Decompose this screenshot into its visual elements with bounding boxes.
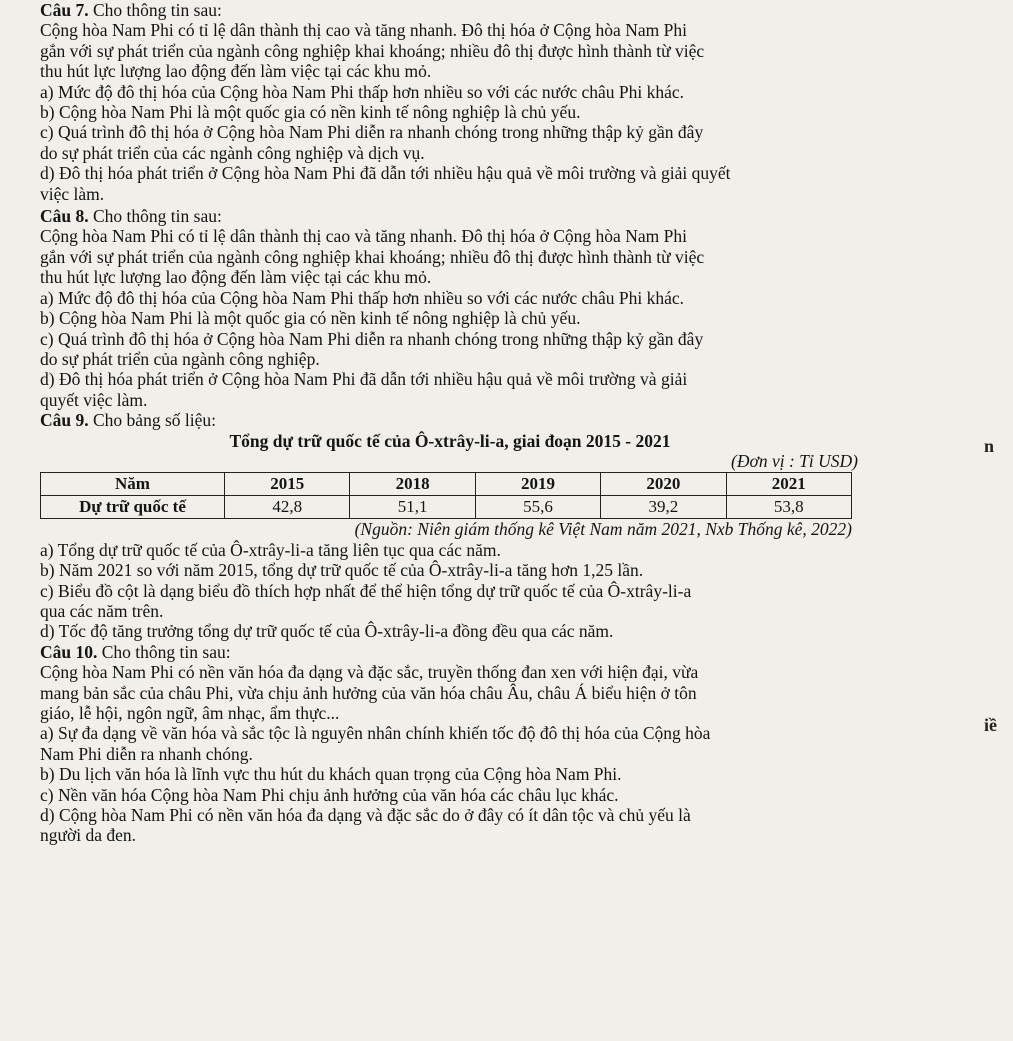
q10-option-d-cont: người da đen. xyxy=(40,825,137,846)
table-unit: (Đơn vị : Tỉ USD) xyxy=(731,450,858,471)
q7-option-d: d) Đô thị hóa phát triển ở Cộng hòa Nam Phi đã dẫn tới nhiều hậu quả về môi trường và giải quyết xyxy=(40,163,731,184)
q7-option-d-cont: việc làm. xyxy=(40,183,105,204)
q7-option-b: b) Cộng hòa Nam Phi là một quốc gia có nền kinh tế nông nghiệp là chủ yếu. xyxy=(40,102,581,123)
table-year-cell: 2015 xyxy=(225,473,350,496)
q9-option-b: b) Năm 2021 so với năm 2015, tổng dự trữ quốc tế của Ô-xtrây-li-a tăng hơn 1,25 lần. xyxy=(40,560,644,581)
q10-body-line: Cộng hòa Nam Phi có nền văn hóa đa dạng và đặc sắc, truyền thống đan xen với hiện đại, vừa xyxy=(40,662,699,683)
table-year-cell: 2018 xyxy=(350,473,475,496)
q10-option-c: c) Nền văn hóa Cộng hòa Nam Phi chịu ảnh hưởng của văn hóa các châu lục khác. xyxy=(40,784,619,805)
table-header-label: Năm xyxy=(41,473,225,496)
q7-body-line: thu hút lực lượng lao động đến làm việc tại các khu mỏ. xyxy=(40,61,432,82)
table-year-cell: 2019 xyxy=(475,473,600,496)
table-year-cell: 2020 xyxy=(601,473,726,496)
q8-body-line: Cộng hòa Nam Phi có tỉ lệ dân thành thị cao và tăng nhanh. Đô thị hóa ở Cộng hòa Nam Phi xyxy=(40,226,687,247)
q8-body-line: thu hút lực lượng lao động đến làm việc tại các khu mỏ. xyxy=(40,267,432,288)
table-value-cell: 53,8 xyxy=(726,496,851,519)
question-8-heading: Câu 8. Cho thông tin sau: xyxy=(40,206,222,227)
question-9-heading: Câu 9. Cho bảng số liệu: xyxy=(40,410,216,431)
q10-option-d: d) Cộng hòa Nam Phi có nền văn hóa đa dạng và đặc sắc do ở đây có ít dân tộc và chủ yếu là xyxy=(40,805,691,826)
q10-body-line: giáo, lễ hội, ngôn ngữ, âm nhạc, ẩm thực... xyxy=(40,703,340,723)
question-7-heading: Câu 7. Cho thông tin sau: xyxy=(40,0,222,20)
q8-option-c-cont: do sự phát triển của ngành công nghiệp. xyxy=(40,348,320,369)
margin-mark: iề xyxy=(984,715,997,735)
q7-option-c-cont: do sự phát triển của các ngành công nghiệp và dịch vụ. xyxy=(40,142,425,163)
table-value-cell: 42,8 xyxy=(225,496,350,519)
q9-option-d: d) Tốc độ tăng trưởng tổng dự trữ quốc tế của Ô-xtrây-li-a đồng đều qua các năm. xyxy=(40,621,614,642)
q8-body-line: gắn với sự phát triển của ngành công nghiệp khai khoáng; nhiều đô thị được hình thành từ việc xyxy=(40,246,705,267)
q7-body-line: Cộng hòa Nam Phi có tỉ lệ dân thành thị cao và tăng nhanh. Đô thị hóa ở Cộng hòa Nam Phi xyxy=(40,20,687,41)
q9-option-c: c) Biểu đồ cột là dạng biểu đồ thích hợp nhất để thể hiện tổng dự trữ quốc tế của Ô-xtrây-li-a xyxy=(40,580,692,601)
question-text xyxy=(40,0,860,846)
table-title: Tổng dự trữ quốc tế của Ô-xtrây-li-a, giai đoạn 2015 - 2021 xyxy=(229,430,671,451)
table-value-cell: 51,1 xyxy=(350,496,475,519)
q7-body-line: gắn với sự phát triển của ngành công nghiệp khai khoáng; nhiều đô thị được hình thành từ việc xyxy=(40,40,705,61)
q7-option-c: c) Quá trình đô thị hóa ở Cộng hòa Nam Phi diễn ra nhanh chóng trong những thập kỷ gần đây xyxy=(40,122,704,143)
table-row xyxy=(41,496,852,519)
table-value-cell: 39,2 xyxy=(601,496,726,519)
q8-option-d: d) Đô thị hóa phát triển ở Cộng hòa Nam Phi đã dẫn tới nhiều hậu quả về môi trường và giải xyxy=(40,369,688,390)
q7-option-a: a) Mức độ đô thị hóa của Cộng hòa Nam Phi thấp hơn nhiều so với các nước châu Phi khác. xyxy=(40,81,685,102)
q10-option-b: b) Du lịch văn hóa là lĩnh vực thu hút du khách quan trọng của Cộng hòa Nam Phi. xyxy=(40,764,622,785)
table-year-cell: 2021 xyxy=(726,473,851,496)
q10-option-a-cont: Nam Phi diễn ra nhanh chóng. xyxy=(40,743,253,764)
q10-option-a: a) Sự đa dạng về văn hóa và sắc tộc là nguyên nhân chính khiến tốc độ đô thị hóa của Cộng hòa xyxy=(40,723,711,744)
question-10-heading: Câu 10. Cho thông tin sau: xyxy=(40,641,231,662)
q8-option-c: c) Quá trình đô thị hóa ở Cộng hòa Nam Phi diễn ra nhanh chóng trong những thập kỷ gần đây xyxy=(40,328,704,349)
table-source: (Nguồn: Niên giám thống kê Việt Nam năm 2021, Nxb Thống kê, 2022) xyxy=(354,519,852,540)
q8-option-d-cont: quyết việc làm. xyxy=(40,389,148,410)
q9-option-a: a) Tổng dự trữ quốc tế của Ô-xtrây-li-a tăng liên tục qua các năm. xyxy=(40,539,501,560)
table-row xyxy=(41,473,852,496)
data-table xyxy=(40,472,852,519)
q8-option-b: b) Cộng hòa Nam Phi là một quốc gia có nền kinh tế nông nghiệp là chủ yếu. xyxy=(40,308,581,329)
table-row-label: Dự trữ quốc tế xyxy=(41,496,225,519)
q10-body-line: mang bản sắc của châu Phi, vừa chịu ảnh hưởng của văn hóa châu Âu, châu Á biểu hiện ở tôn xyxy=(40,682,697,703)
q9-option-c-cont: qua các năm trên. xyxy=(40,600,164,621)
q8-option-a: a) Mức độ đô thị hóa của Cộng hòa Nam Phi thấp hơn nhiều so với các nước châu Phi khác. xyxy=(40,287,685,308)
margin-mark: n xyxy=(984,436,995,456)
table-value-cell: 55,6 xyxy=(475,496,600,519)
